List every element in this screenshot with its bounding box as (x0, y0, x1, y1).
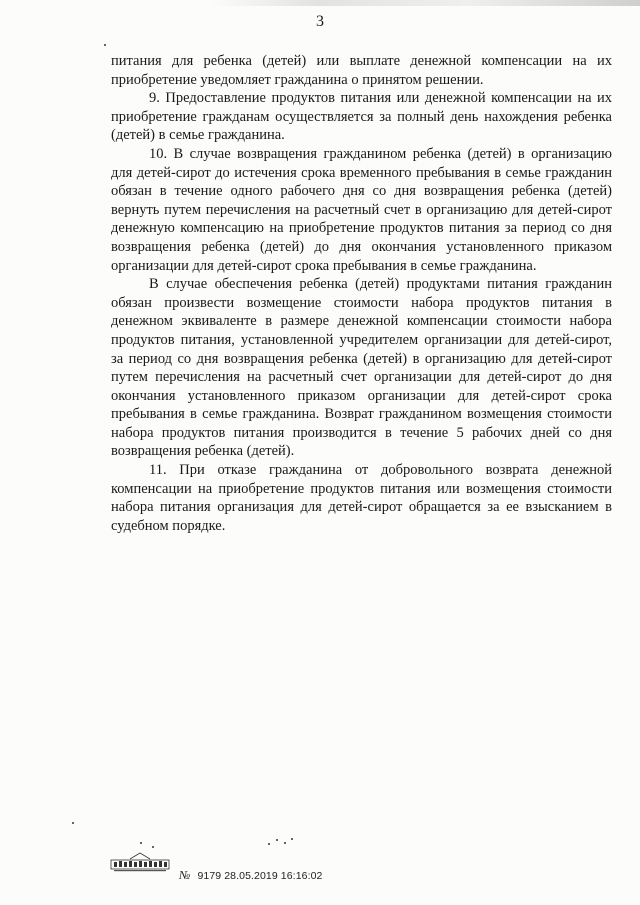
scan-speck (284, 842, 286, 844)
registry-stamp-icon (110, 850, 170, 872)
scan-speck (140, 842, 142, 844)
scan-speck (268, 843, 270, 845)
paragraph-10-second: В случае обеспечения ребенка (детей) продуктами питания гражданин обязан произвести возмещение стоимости набора продуктов питания в денежном эквиваленте в размере денежной компенсации стоимости набора продуктов питания, установленной учредителем организации для детей-сирот, за период со дня возвращения ребенка (детей) в организацию для детей-сирот путем перечисления на расчетный счет организации для детей-сирот до дня окончания установленного приказом организации для детей-сирот срока пребывания в семье гражданина. Возврат гражданином возмещения стоимости набора продуктов питания производится в течение 5 рабочих дней со дня возвращения ребенка (детей). (111, 276, 612, 460)
scan-speck (104, 44, 106, 46)
paragraph-10: 10. В случае возвращения гражданином ребенка (детей) в организацию для детей-сирот до истечения срока временного пребывания в семье гражданин обязан в течение одного рабочего дня со дня возвращения ребенка (детей) вернуть путем перечисления на расчетный счет в организацию для детей-сирот денежную компенсацию на приобретение продуктов питания за период со дня возвращения ребенка (детей) до дня окончания установленного приказом организации для детей-сирот срока пребывания в семье гражданина. (111, 145, 612, 274)
number-sign: № (179, 868, 191, 882)
document-body (111, 52, 612, 535)
document-registration-footer (179, 868, 322, 883)
document-registration-ref: 9179 28.05.2019 16:16:02 (197, 870, 323, 882)
paragraph-9: 9. Предоставление продуктов питания или денежной компенсации на их приобретение гражданам осуществляется за полный день нахождения ребенка (детей) в семье гражданина. (111, 90, 612, 144)
page-number: 3 (316, 13, 324, 30)
paragraph-11: 11. При отказе гражданина от добровольного возврата денежной компенсации на приобретение продуктов питания или возмещения стоимости набора питания организация для детей-сирот обращается за ее взысканием в судебном порядке. (111, 462, 612, 534)
scan-edge-shadow (210, 0, 640, 6)
scan-speck (276, 839, 278, 841)
scan-speck (152, 846, 154, 848)
scan-speck (72, 822, 74, 824)
scan-speck (291, 838, 293, 840)
paragraph-continuation: питания для ребенка (детей) или выплате денежной компенсации на их приобретение уведомляет гражданина о принятом решении. (111, 53, 612, 88)
